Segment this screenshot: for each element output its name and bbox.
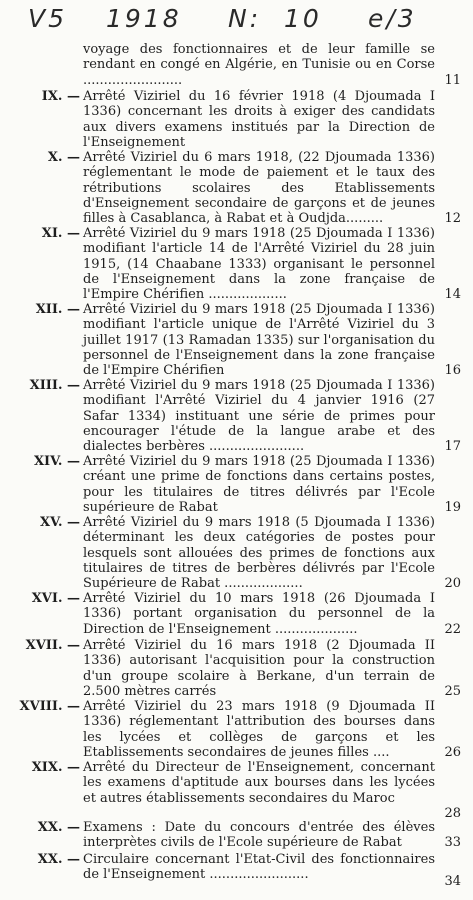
handwritten-annotation-part: V5 (28, 4, 68, 33)
entry-page: 22 (444, 622, 461, 637)
entry-text: Arrêté du Directeur de l'Enseignement, concernant les examens d'aptitude aux bourses dans les lycées et autres établissements secondaires du Maroc (83, 760, 435, 806)
entry-page: 16 (444, 363, 461, 378)
entry-text: Circulaire concernant l'Etat-Civil des fonctionnaires de l'Enseignement ........................ (83, 852, 435, 883)
entry-number: XVII. — (25, 638, 80, 653)
entry-text: voyage des fonctionnaires et de leur famille se rendant en congé en Algérie, en Tunisie ou en Corse ........................ (83, 42, 435, 88)
entry-text: Arrêté Viziriel du 6 mars 1918, (22 Djoumada 1336) réglementant le mode de paiement et le taux des rétributions scolaires des Etablissements d'Enseignement secondaire de garçons et de jeunes filles à Casablanca, à Rabat et à Oudjda......... (83, 150, 435, 227)
entry-text: Arrêté Viziriel du 10 mars 1918 (26 Djoumada I 1336) portant organisation du personnel de la Direction de l'Enseignement .................... (83, 591, 435, 637)
handwritten-annotation-part: 1918 (106, 4, 182, 33)
entry-text: Arrêté Viziriel du 9 mars 1918 (25 Djoumada I 1336) modifiant l'Arrêté Viziriel du 4 janvier 1916 (27 Safar 1334) instituant une série de primes pour encourager l'étude de la langue arabe et des dialectes berbères ....................... (83, 378, 435, 455)
entry-page: 11 (444, 73, 461, 88)
entry-page: 17 (444, 439, 461, 454)
entry-number: XVIII. — (19, 699, 80, 714)
entry-page: 26 (444, 745, 461, 760)
entry-page: 33 (444, 835, 461, 850)
entry-number: XV. — (40, 515, 80, 530)
entry-text: Examens : Date du concours d'entrée des élèves interprètes civils de l'Ecole supérieure de Rabat (83, 820, 435, 851)
entry-number: XI. — (41, 226, 80, 241)
entry-text: Arrêté Viziriel du 9 mars 1918 (25 Djoumada I 1336) modifiant l'article 14 de l'Arrêté Viziriel du 28 juin 1915, (14 Chaabane 1333) organisant le personnel de l'Enseignement dans la zone française de l'Empire Chérifien ................... (83, 226, 435, 303)
entry-page: 34 (444, 874, 461, 889)
entry-number: XX. — (37, 820, 80, 835)
handwritten-annotation-part: e/3 (368, 4, 417, 33)
entry-text: Arrêté Viziriel du 9 mars 1918 (5 Djoumada I 1336) déterminant les deux catégories de postes pour lesquels sont allouées des primes de fonctions aux titulaires de titres de berbères délivrés par l'Ecole Supérieure de Rabat ................... (83, 515, 435, 592)
entry-page: 19 (444, 500, 461, 515)
entry-page: 20 (444, 576, 461, 591)
entry-number: XVI. — (31, 591, 80, 606)
entry-number: IX. — (41, 89, 80, 104)
entry-number: X. — (47, 150, 80, 165)
entry-page: 14 (444, 287, 461, 302)
entry-text: Arrêté Viziriel du 9 mars 1918 (25 Djoumada I 1336) créant une prime de fonctions dans certains postes, pour les titulaires de titres délivrés par l'Ecole supérieure de Rabat (83, 454, 435, 515)
handwritten-annotation (28, 4, 448, 42)
entry-number: XIX. — (31, 760, 80, 775)
entry-number: XX. — (37, 852, 80, 867)
handwritten-annotation-part: 10 (284, 4, 322, 33)
entry-text: Arrêté Viziriel du 16 février 1918 (4 Djoumada I 1336) concernant les droits à exiger des candidats aux divers examens institués par la Direction de l'Enseignement (83, 89, 435, 150)
entry-page: 25 (444, 684, 461, 699)
entry-number: XIV. — (33, 454, 80, 469)
entry-page: 28 (444, 806, 461, 821)
handwritten-annotation-part: N: (228, 4, 262, 33)
entry-text: Arrêté Viziriel du 9 mars 1918 (25 Djoumada I 1336) modifiant l'article unique de l'Arrêté Viziriel du 3 juillet 1917 (13 Ramadan 1335) sur l'organisation du personnel de l'Enseignement dans la zone française de l'Empire Chérifien (83, 302, 435, 379)
entry-number: XIII. — (29, 378, 80, 393)
entry-text: Arrêté Viziriel du 23 mars 1918 (9 Djoumada II 1336) réglementant l'attribution des bourses dans les lycées et collèges de garçons et les Etablissements secondaires de jeunes filles .... (83, 699, 435, 760)
entry-number: XII. — (35, 302, 80, 317)
entry-text: Arrêté Viziriel du 16 mars 1918 (2 Djoumada II 1336) autorisant l'acquisition pour la construction d'un groupe scolaire à Berkane, d'un terrain de 2.500 mètres carrés (83, 638, 435, 699)
entry-page: 12 (444, 211, 461, 226)
